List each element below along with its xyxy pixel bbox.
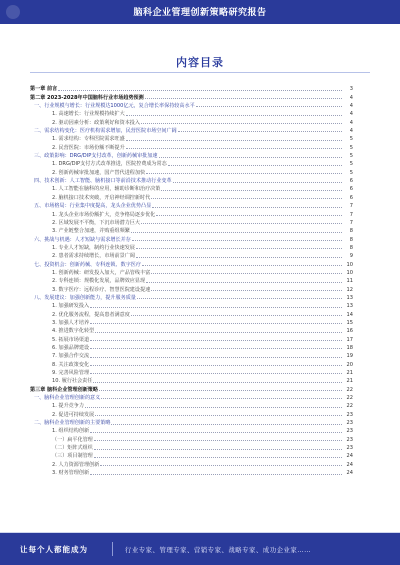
toc-page-number: 4 (349, 103, 353, 110)
toc-entry-text: （一）扁平化管理 (52, 436, 93, 443)
toc-entry-text: （三）项目制管理 (52, 453, 93, 460)
header-title: 脑科企业管理创新策略研究报告 (133, 8, 267, 18)
toc-leader-dots (90, 365, 342, 366)
toc-leader-dots (94, 449, 342, 450)
toc-page-number: 21 (346, 378, 353, 385)
toc-page-number: 19 (346, 353, 353, 360)
toc-entry[interactable] (30, 384, 353, 392)
toc-page-number: 21 (346, 370, 353, 377)
toc-page-number: 22 (346, 386, 353, 393)
footer-separator (112, 542, 113, 556)
toc-entry-text: 1. 人工智能在脑科的应用，辅助诊断和治疗决策 (52, 186, 161, 193)
toc-entry[interactable] (30, 184, 353, 192)
toc-leader-dots (85, 407, 342, 408)
toc-leader-dots (141, 223, 342, 224)
toc-entry[interactable] (30, 201, 353, 209)
toc-entry[interactable] (30, 84, 353, 92)
toc-entry[interactable] (30, 376, 353, 384)
toc-entry-text: 2. 驱动因素分析：政策利好和资本投入 (52, 119, 140, 126)
toc-page-number: 4 (349, 128, 353, 135)
toc-leader-dots (95, 332, 342, 333)
toc-entry[interactable] (30, 251, 353, 259)
toc-leader-dots (126, 148, 342, 149)
toc-entry[interactable] (30, 468, 353, 476)
toc-entry-text: 1. 高速增长：行业规模持续扩大 (52, 111, 125, 118)
toc-entry-text: 7. 加强合作交流 (52, 353, 90, 360)
toc-leader-dots (131, 232, 342, 233)
toc-entry-text: 2. 脑机接口技术突破，开启神经调控新时代 (52, 194, 151, 201)
toc-entry-text: 一、行业规模与增长：行业规模达1000亿元，复合增长率保持较高水平 (34, 103, 195, 110)
toc-entry-text: 3. 数字医疗：远程诊疗、智慧医院建设提速 (52, 286, 151, 293)
toc-leader-dots (90, 348, 342, 349)
toc-page-number: 23 (346, 436, 353, 443)
toc-page-number: 7 (349, 211, 353, 218)
toc-entry-text: 3. 产业链整合加速，并购重组频繁 (52, 228, 130, 235)
toc-page-number: 15 (346, 319, 353, 326)
toc-entry[interactable] (30, 142, 353, 150)
toc-leader-dots (90, 432, 342, 433)
toc-leader-dots (146, 173, 342, 174)
toc-entry-text: 6. 加强品牌建设 (52, 345, 90, 351)
toc-entry[interactable] (30, 276, 353, 284)
toc-page-number: 5 (349, 169, 353, 176)
toc-entry-text: 2. 人力资源管理创新 (52, 461, 100, 468)
toc-entry[interactable] (30, 443, 353, 451)
toc-entry-text: 1. 加强研发投入 (52, 303, 90, 310)
toc-entry-text: 1. 创新药械：研发投入加大，产品管线丰富 (52, 269, 151, 276)
toc-page-number: 6 (349, 186, 353, 193)
toc-leader-dots (151, 198, 342, 199)
toc-entry-text: 第一章 前言 (30, 86, 58, 93)
toc-entry-text: （二）矩阵式组织 (52, 445, 93, 452)
toc-page-number: 20 (346, 361, 353, 368)
toc-leader-dots (90, 357, 342, 358)
page-header (0, 0, 400, 24)
toc-entry[interactable] (30, 309, 353, 317)
toc-entry-text: 1. DRG/DIP支付方式改革推进，医院控费成为常态 (52, 161, 167, 168)
toc-entry[interactable] (30, 368, 353, 376)
toc-leader-dots (126, 140, 342, 141)
toc-leader-dots (111, 424, 342, 425)
toc-entry[interactable] (30, 117, 353, 125)
toc-leader-dots (58, 90, 342, 91)
toc-leader-dots (151, 290, 342, 291)
toc-page-number: 13 (346, 294, 353, 301)
toc-entry[interactable] (30, 351, 353, 359)
toc-entry[interactable] (30, 218, 353, 226)
toc-entry[interactable] (30, 401, 353, 409)
toc-page-number: 24 (346, 453, 353, 460)
toc-entry-text: 8. 关注政策变化 (52, 361, 90, 368)
toc-entry[interactable] (30, 334, 353, 342)
toc-page-number: 7 (349, 203, 353, 210)
toc-entry-text: 五、市场格局：行业集中度提高，龙头企业优势凸显 (34, 203, 152, 210)
toc-entry[interactable] (30, 159, 353, 167)
toc-page-number: 10 (346, 269, 353, 276)
toc-page-number: 8 (349, 244, 353, 251)
toc-leader-dots (100, 465, 342, 466)
toc-page-number: 13 (346, 303, 353, 310)
footer-roles: 行业专家、管理专家、营销专家、战略专家、成功企业家…… (125, 546, 312, 554)
toc-leader-dots (159, 157, 343, 158)
page-footer (0, 533, 400, 565)
toc-entry-text: 2. 优化服务流程，提高患者满意度 (52, 311, 130, 318)
toc-entry[interactable] (30, 393, 353, 401)
toc-leader-dots (156, 215, 342, 216)
toc-entry-text: 9. 完善风险管理 (52, 370, 90, 377)
toc-entry[interactable] (30, 126, 353, 134)
toc-entry-text: 七、投资机会：创新药械、专科连锁、数字医疗 (34, 261, 141, 268)
toc-page-number: 24 (346, 461, 353, 468)
toc-leader-dots (137, 298, 342, 299)
toc-entry-text: 2. 区域发展不平衡，下沉市场潜力巨大 (52, 219, 140, 226)
toc-divider (30, 72, 370, 73)
toc-leader-dots (161, 190, 342, 191)
toc-entry-text: 2. 专科连锁：规模化发展，品牌效应显现 (52, 278, 146, 285)
toc-leader-dots (90, 474, 342, 475)
toc-page-number: 6 (349, 178, 353, 185)
toc-page-number: 8 (349, 236, 353, 243)
toc-page-number: 17 (346, 336, 353, 343)
toc-page-number: 11 (346, 278, 353, 285)
toc-entry-text: 1. 组织结构创新 (52, 428, 90, 435)
toc-leader-dots (152, 207, 342, 208)
toc-page-number: 22 (346, 403, 353, 410)
toc-leader-dots (131, 315, 342, 316)
toc-entry[interactable] (30, 259, 353, 267)
toc-page-number: 7 (349, 219, 353, 226)
toc-entry-text: 3. 财务管理创新 (52, 470, 90, 477)
toc-entry[interactable] (30, 192, 353, 200)
toc-page-number: 23 (346, 445, 353, 452)
toc-entry[interactable] (30, 343, 353, 351)
toc-entry-text: 3. 加强人才培养 (52, 319, 90, 326)
toc-entry-text: 5. 拓展市场渠道 (52, 336, 90, 343)
toc-page-number: 23 (346, 420, 353, 427)
toc-entry[interactable] (30, 226, 353, 234)
toc-entry-text: 2. 促进可持续发展 (52, 411, 95, 418)
toc-entry-text: 四、技术创新：人工智能、脑机接口等前沿技术推动行业变革 (34, 178, 172, 185)
toc-entry-text: 1. 提升竞争力 (52, 403, 84, 410)
toc-leader-dots (196, 106, 342, 107)
footer-slogan: 让每个人都能成为 (20, 545, 88, 554)
toc-page-number: 6 (349, 194, 353, 201)
toc-page-number: 14 (346, 311, 353, 318)
toc-entry-text: 六、挑战与机遇：人才短缺与需求增长并存 (34, 236, 131, 243)
toc-entry-text: 10. 履行社会责任 (52, 378, 93, 385)
toc-entry[interactable] (30, 409, 353, 417)
toc-entry-text: 4. 推进数字化转型 (52, 328, 95, 335)
toc-entry[interactable] (30, 418, 353, 426)
table-of-contents (30, 84, 353, 476)
toc-entry[interactable] (30, 359, 353, 367)
toc-entry-text: 第三章 脑科企业管理创新策略 (30, 386, 98, 393)
toc-entry[interactable] (30, 318, 353, 326)
toc-entry-text: 2. 创新药械审批加速，国产替代进程加快 (52, 169, 146, 176)
toc-entry-text: 1. 龙头企业市场份额扩大，竞争格局逐步优化 (52, 211, 156, 218)
toc-entry[interactable] (30, 101, 353, 109)
toc-entry[interactable] (30, 293, 353, 301)
toc-page-number: 4 (349, 94, 353, 101)
toc-leader-dots (136, 257, 342, 258)
toc-page-number: 8 (349, 228, 353, 235)
toc-leader-dots (90, 307, 342, 308)
toc-page-number: 12 (346, 286, 353, 293)
toc-leader-dots (178, 131, 342, 132)
toc-heading: 内容目录 (176, 56, 224, 69)
toc-leader-dots (94, 457, 342, 458)
toc-leader-dots (173, 182, 342, 183)
toc-page-number: 5 (349, 136, 353, 143)
toc-leader-dots (168, 165, 342, 166)
toc-leader-dots (132, 240, 342, 241)
toc-leader-dots (126, 115, 342, 116)
toc-page-number: 3 (349, 86, 353, 93)
toc-entry-text: 八、发展建议：加强创新能力，提升服务质量 (34, 294, 136, 301)
toc-entry-text: 一、脑科企业管理创新的意义 (34, 395, 101, 402)
toc-entry-text: 三、政策影响：DRG/DIP支付改革，创新药械审批加速 (34, 153, 158, 160)
toc-page-number: 5 (349, 153, 353, 160)
toc-entry[interactable] (30, 426, 353, 434)
toc-entry[interactable] (30, 209, 353, 217)
toc-page-number: 24 (346, 470, 353, 477)
toc-entry[interactable] (30, 109, 353, 117)
toc-entry-text: 2. 民营医院：市场份额不断提升 (52, 144, 125, 151)
toc-entry[interactable] (30, 243, 353, 251)
toc-entry[interactable] (30, 167, 353, 175)
toc-page-number: 23 (346, 411, 353, 418)
toc-entry[interactable] (30, 268, 353, 276)
toc-entry-text: 1. 需求结构：专科医院需求旺盛 (52, 136, 125, 143)
toc-page-number: 16 (346, 328, 353, 335)
toc-entry-text: 二、需求结构变化：医疗机构需求增加，民营医院市场空间广阔 (34, 128, 177, 135)
toc-leader-dots (90, 323, 342, 324)
toc-leader-dots (145, 98, 342, 99)
toc-page-number: 4 (349, 111, 353, 118)
toc-entry[interactable] (30, 151, 353, 159)
toc-leader-dots (141, 123, 342, 124)
toc-page-number: 4 (349, 119, 353, 126)
toc-page-number: 10 (346, 261, 353, 268)
toc-leader-dots (93, 382, 342, 383)
toc-leader-dots (146, 282, 342, 283)
toc-entry[interactable] (30, 284, 353, 292)
toc-entry[interactable] (30, 434, 353, 442)
toc-entry[interactable] (30, 326, 353, 334)
toc-page-number: 23 (346, 428, 353, 435)
toc-page-number: 18 (346, 345, 353, 351)
toc-entry-text: 二、脑科企业管理创新的主要策略 (34, 420, 111, 427)
toc-leader-dots (136, 248, 342, 249)
toc-entry-text: 第二章 2023-2028年中国脑科行业市场趋势预测 (30, 94, 144, 101)
toc-leader-dots (142, 265, 342, 266)
toc-entry-text: 2. 患者需求持续增长，市场前景广阔 (52, 253, 135, 260)
toc-entry[interactable] (30, 234, 353, 242)
toc-leader-dots (90, 373, 342, 374)
toc-page-number: 9 (349, 253, 353, 260)
toc-entry-text: 1. 专业人才短缺，制约行业快速发展 (52, 244, 135, 251)
toc-entry[interactable] (30, 134, 353, 142)
toc-entry[interactable] (30, 176, 353, 184)
toc-entry[interactable] (30, 92, 353, 100)
toc-entry[interactable] (30, 301, 353, 309)
toc-leader-dots (151, 273, 342, 274)
toc-leader-dots (90, 340, 342, 341)
toc-leader-dots (95, 415, 342, 416)
toc-entry[interactable] (30, 459, 353, 467)
toc-page-number: 5 (349, 144, 353, 151)
toc-leader-dots (94, 440, 342, 441)
toc-entry[interactable] (30, 451, 353, 459)
toc-leader-dots (101, 398, 342, 399)
toc-page-number: 5 (349, 161, 353, 168)
toc-page-number: 22 (346, 395, 353, 402)
toc-leader-dots (99, 390, 342, 391)
